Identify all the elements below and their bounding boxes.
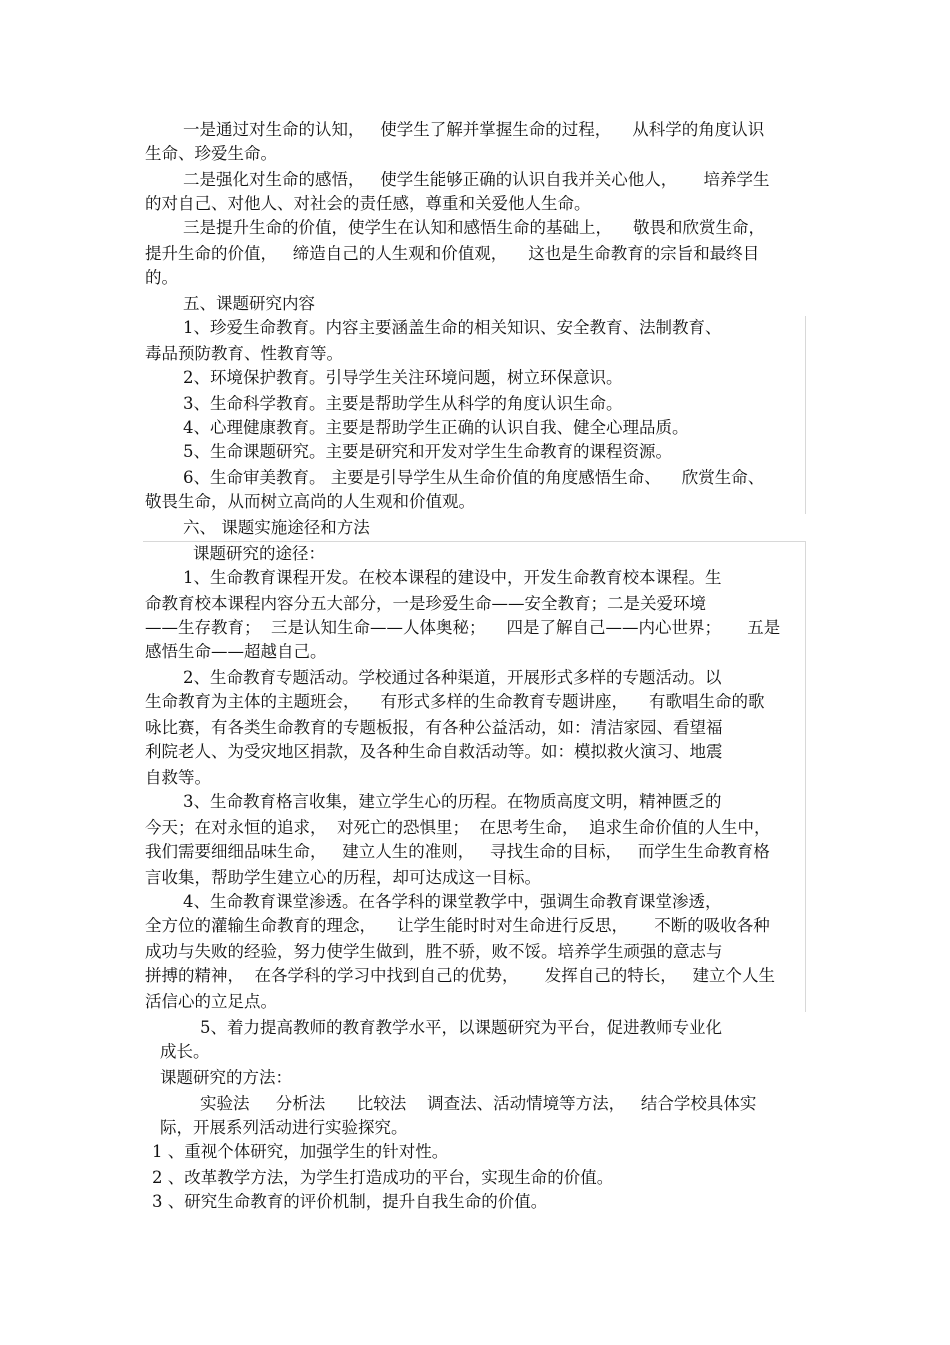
list-item: 咏比赛，有各类生命教育的专题板报，有各种公益活动，如：清洁家园、看望福 xyxy=(145,718,723,737)
list-item: 活信心的立足点。 xyxy=(145,992,277,1011)
list-item: 敬畏生命，从而树立高尚的人生观和价值观。 xyxy=(145,492,475,511)
list-item: 5、着力提高教师的教育教学水平，以课题研究为平台，促进教师专业化 xyxy=(200,1018,722,1037)
paragraph-line: 一是通过对生命的认知， 使学生了解并掌握生命的过程， 从科学的角度认识 xyxy=(183,120,765,139)
paragraph-line: 的对自己、对他人、对社会的责任感，尊重和关爱他人生命。 xyxy=(145,194,591,213)
section-heading: 五、课题研究内容 xyxy=(183,294,315,313)
list-item: 言收集，帮助学生建立心的历程，却可达成这一目标。 xyxy=(145,868,541,887)
paragraph-line: 生命、珍爱生命。 xyxy=(145,144,277,163)
list-item: 1、生命教育课程开发。在校本课程的建设中，开发生命教育校本课程。生 xyxy=(183,568,722,587)
list-item: 今天；在对永恒的追求， 对死亡的恐惧里； 在思考生命， 追求生命价值的人生中， xyxy=(145,818,771,837)
list-item: 生命教育为主体的主题班会， 有形式多样的生命教育专题讲座， 有歌唱生命的歌 xyxy=(145,692,765,711)
list-item: 2、生命教育专题活动。学校通过各种渠道，开展形式多样的专题活动。以 xyxy=(183,668,722,687)
paragraph-line: 际，开展系列活动进行实验探究。 xyxy=(160,1118,408,1137)
list-item: 2、环境保护教育。引导学生关注环境问题，树立环保意识。 xyxy=(183,368,623,387)
list-item: 4、生命教育课堂渗透。在各学科的课堂教学中，强调生命教育课堂渗透， xyxy=(183,892,722,911)
list-item: 5、生命课题研究。主要是研究和开发对学生生命教育的课程资源。 xyxy=(183,442,672,461)
paragraph-line: 提升生命的价值， 缔造自己的人生观和价值观， 这也是生命教育的宗旨和最终目 xyxy=(145,244,760,263)
list-item: 1、珍爱生命教育。内容主要涵盖生命的相关知识、安全教育、法制教育、 xyxy=(183,318,722,337)
subheading: 课题研究的途径： xyxy=(193,544,325,563)
list-item: 我们需要细细品味生命， 建立人生的准则， 寻找生命的目标， 而学生生命教育格 xyxy=(145,842,770,861)
list-item: 3 、研究生命教育的评价机制，提升自我生命的价值。 xyxy=(152,1192,548,1211)
paragraph-line: 二是强化对生命的感悟， 使学生能够正确的认识自我并关心他人， 培养学生 xyxy=(183,170,770,189)
list-item: 成功与失败的经验，努力使学生做到，胜不骄，败不馁。培养学生顽强的意志与 xyxy=(145,942,723,961)
list-item: 成长。 xyxy=(160,1042,210,1061)
list-item: 3、生命科学教育。主要是帮助学生从科学的角度认识生命。 xyxy=(183,394,623,413)
list-item: 4、心理健康教育。主要是帮助学生正确的认识自我、健全心理品质。 xyxy=(183,418,689,437)
list-item: 利院老人、为受灾地区捐款，及各种生命自救活动等。如：模拟救火演习、地震 xyxy=(145,742,723,761)
list-item: 拼搏的精神， 在各学科的学习中找到自己的优势， 发挥自己的特长， 建立个人生 xyxy=(145,966,775,985)
paragraph-line: 的。 xyxy=(145,268,178,287)
list-item: 自救等。 xyxy=(145,768,211,787)
list-item: 感悟生命——超越自己。 xyxy=(145,642,327,661)
paragraph-line: 三是提升生命的价值，使学生在认知和感悟生命的基础上， 敬畏和欣赏生命， xyxy=(183,218,765,237)
list-item: 6、生命审美教育。 主要是引导学生从生命价值的角度感悟生命、 欣赏生命、 xyxy=(183,468,765,487)
paragraph-line: 实验法 分析法 比较法 调查法、活动情境等方法， 结合学校具体实 xyxy=(200,1094,757,1113)
section-heading: 六、 课题实施途径和方法 xyxy=(183,518,370,537)
list-item: 命教育校本课程内容分五大部分，一是珍爱生命——安全教育；二是关爱环境 xyxy=(145,594,706,613)
list-item: ——生存教育； 三是认知生命——人体奥秘； 四是了解自己——内心世界； 五是 xyxy=(145,618,781,637)
list-item: 3、生命教育格言收集，建立学生心的历程。在物质高度文明，精神匮乏的 xyxy=(183,792,722,811)
subheading: 课题研究的方法： xyxy=(160,1068,292,1087)
list-item: 毒品预防教育、性教育等。 xyxy=(145,344,343,363)
list-item: 1 、重视个体研究，加强学生的针对性。 xyxy=(152,1142,449,1161)
list-item: 全方位的灌输生命教育的理念， 让学生能时时对生命进行反思， 不断的吸收各种 xyxy=(145,916,770,935)
list-item: 2 、改革教学方法，为学生打造成功的平台，实现生命的价值。 xyxy=(152,1168,614,1187)
